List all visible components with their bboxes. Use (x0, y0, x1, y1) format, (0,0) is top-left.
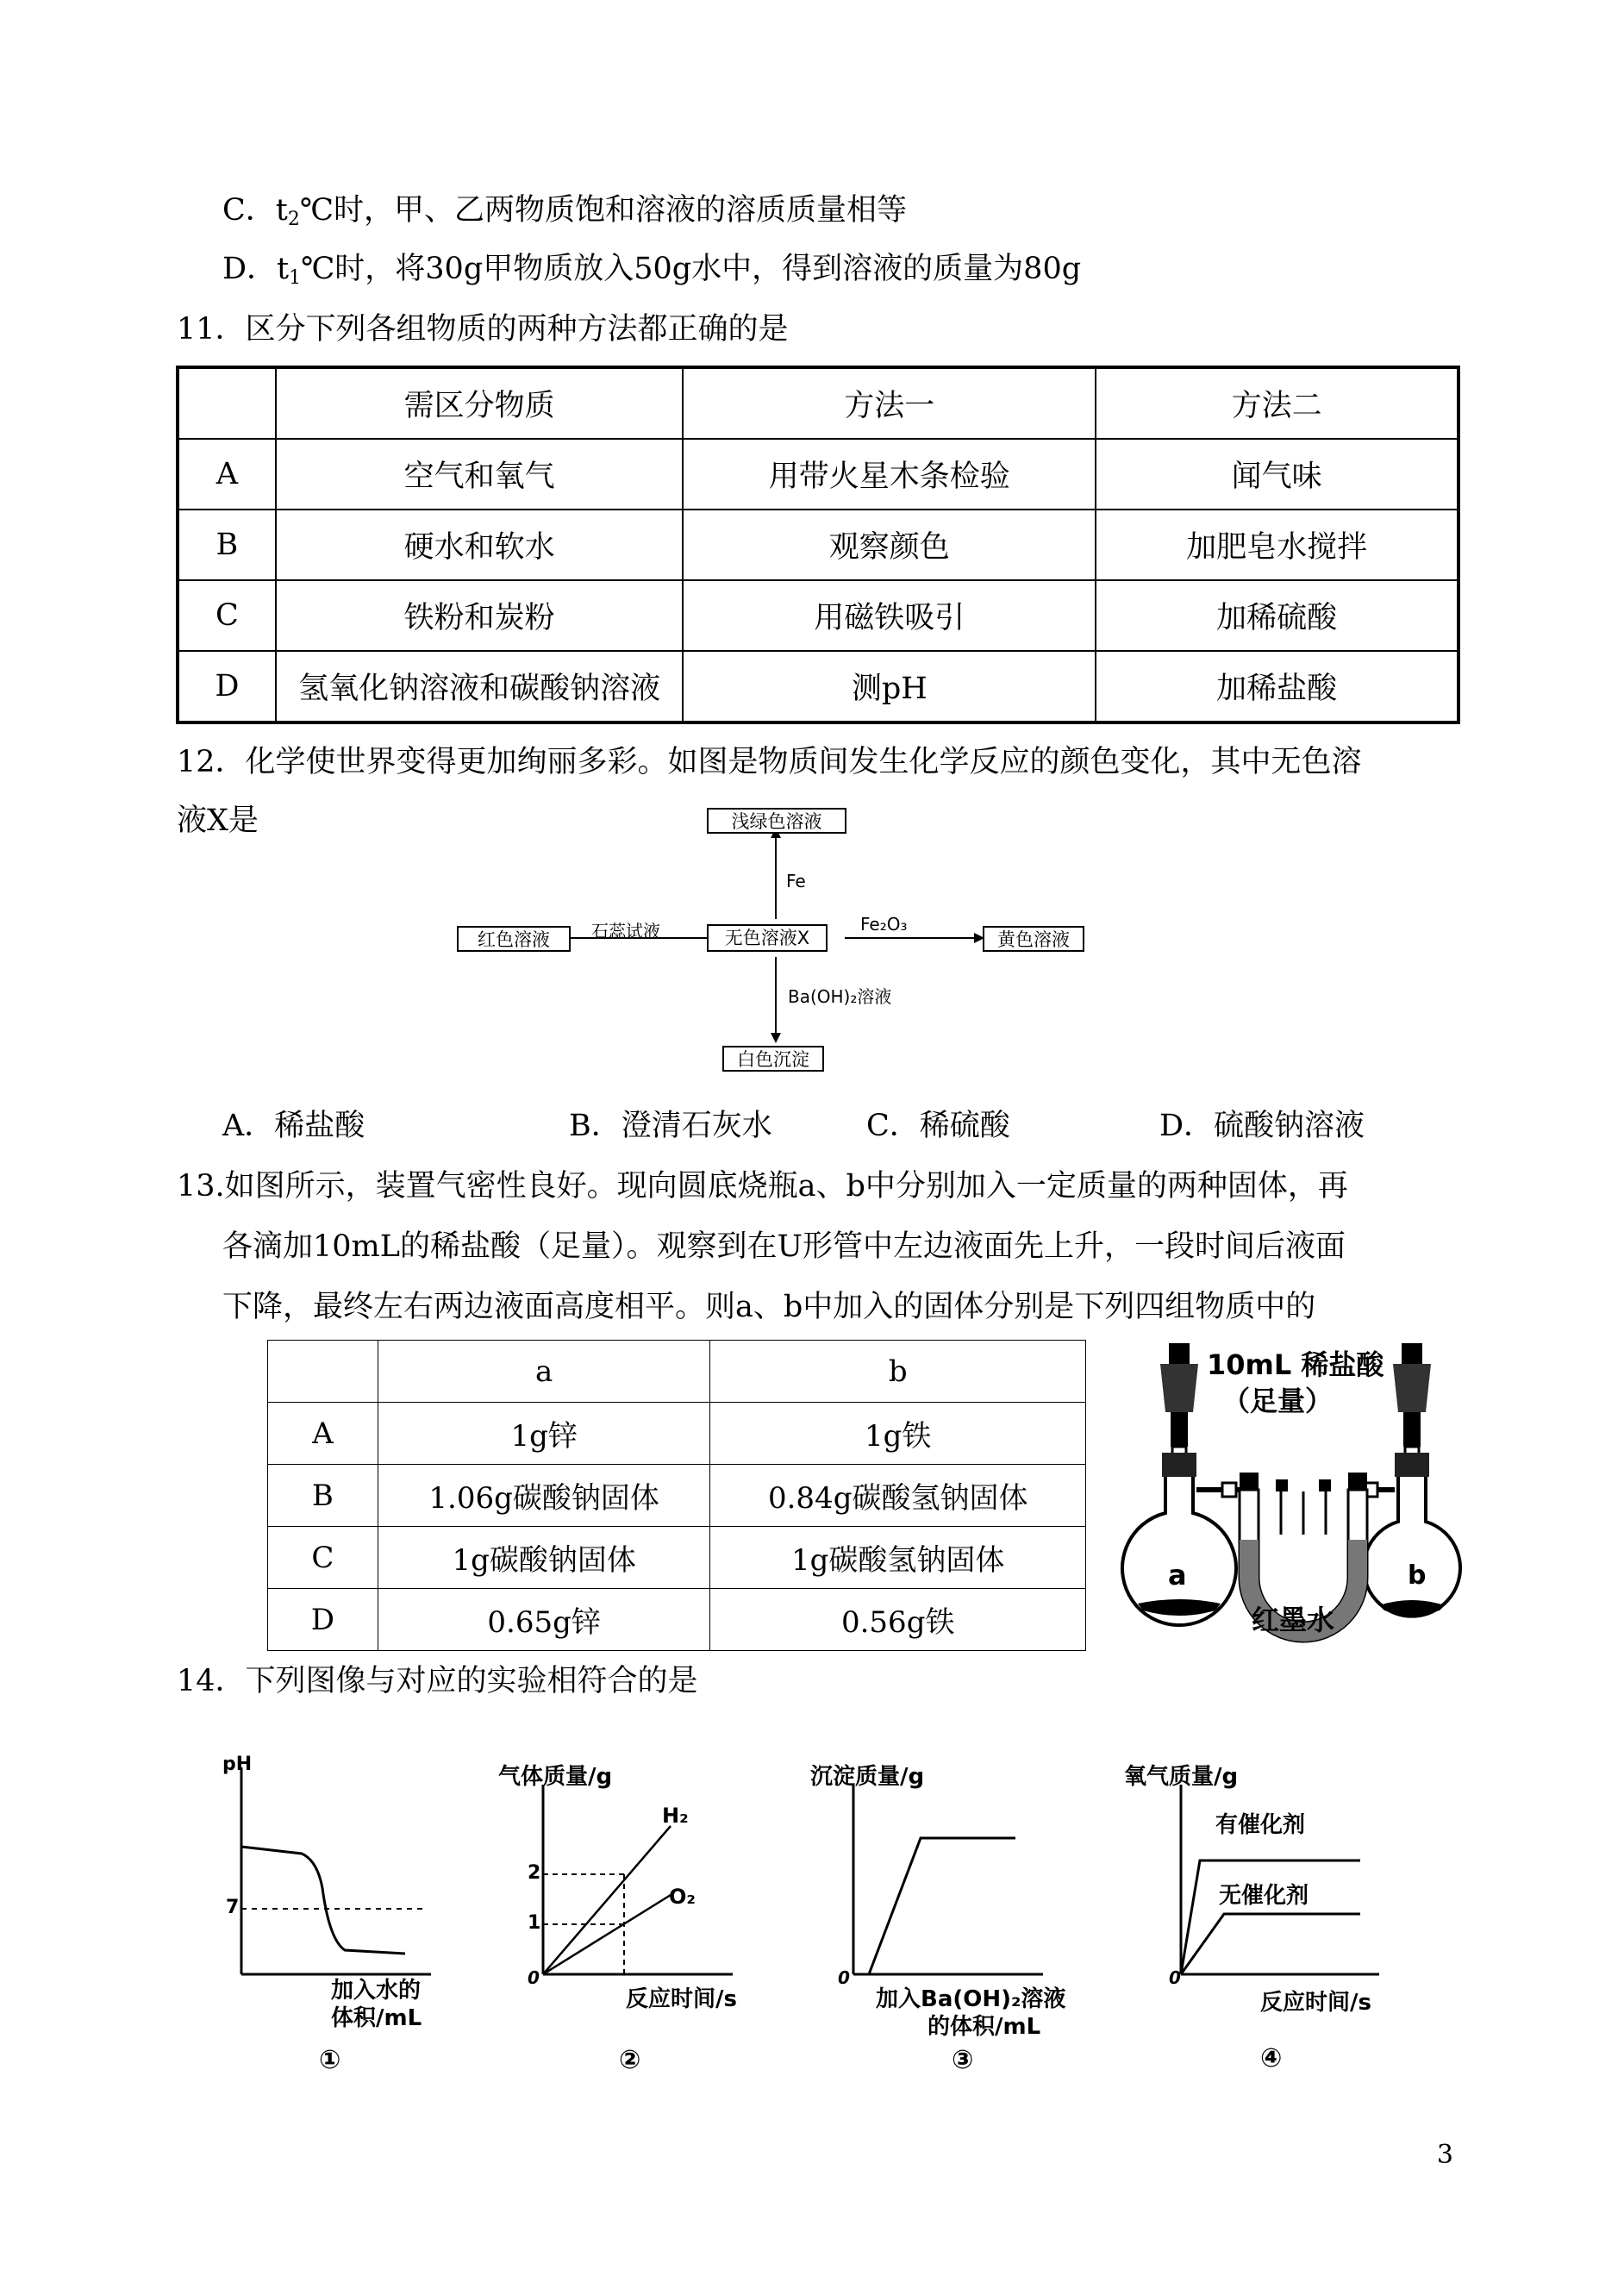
graph2-xlabel: 反应时间/s (626, 1986, 737, 2012)
graph1-ylabel: pH (222, 1754, 253, 1775)
q12-top-box: 浅绿色溶液 (707, 808, 846, 834)
q10-option-d (222, 250, 1081, 297)
table-cell: 用带火星木条检验 (683, 439, 1096, 510)
q10-option-c (222, 191, 907, 239)
table-row (178, 580, 1458, 651)
table-cell: D (178, 651, 276, 722)
graph1-curve (241, 1847, 405, 1954)
graph3-plot (828, 1767, 1069, 1992)
graph3-xlabel1: 加入Ba(OH)₂溶液 (876, 1986, 1066, 2012)
table-cell: 加稀盐酸 (1096, 651, 1458, 722)
q12-stem-line1: 12．化学使世界变得更加绚丽多彩。如图是物质间发生化学反应的颜色变化，其中无色溶 (177, 745, 1362, 779)
q10-option-d-text: ℃时，将30g甲物质放入50g水中，得到溶液的质量为80g (301, 252, 1082, 286)
table-cell: 硬水和软水 (276, 510, 684, 580)
q12-bottom-reagent: Ba(OH)₂溶液 (788, 986, 892, 1007)
q12-right-reagent: Fe₂O₃ (860, 914, 908, 935)
graph2-h2-label: H₂ (662, 1804, 689, 1828)
table-cell: 加肥皂水搅拌 (1096, 510, 1458, 580)
table-cell: 氢氧化钠溶液和碳酸钠溶液 (276, 651, 684, 722)
graph3-xlabel2: 的体积/mL (928, 2014, 1041, 2040)
q13-line1: 13.如图所示，装置气密性良好。现向圆底烧瓶a、b中分别加入一定质量的两种固体，再 (177, 1169, 1348, 1204)
q13-line2: 各滴加10mL的稀盐酸（足量）。观察到在U形管中左边液面先上升，一段时间后液面 (222, 1229, 1346, 1264)
q12-top-reagent: Fe (786, 871, 806, 891)
table-cell: 1g锌 (378, 1403, 710, 1465)
table-header: 需区分物质 (276, 367, 684, 439)
table-cell: 1g碳酸钠固体 (378, 1527, 710, 1589)
table-header: b (710, 1341, 1086, 1403)
flask-b (1364, 1453, 1460, 1617)
table-cell: 空气和氧气 (276, 439, 684, 510)
graph3-curve (869, 1838, 1015, 1974)
table-cell: A (268, 1403, 378, 1465)
table-cell: B (178, 510, 276, 580)
graph2-plot (517, 1767, 759, 1992)
table-cell: 用磁铁吸引 (683, 580, 1096, 651)
graph2-number: ② (619, 2045, 641, 2075)
q12-stem-line2: 液X是 (177, 804, 259, 838)
table-cell: 铁粉和炭粉 (276, 580, 684, 651)
q10-option-c-text: ℃时，甲、乙两物质饱和溶液的溶质质量相等 (299, 193, 908, 228)
graph4-catalyst-label: 有催化剂 (1215, 1812, 1306, 1838)
q13-line3: 下降，最终左右两边液面高度相平。则a、b中加入的固体分别是下列四组物质中的 (222, 1290, 1316, 1324)
q10-option-d-pre: D．t (222, 252, 290, 286)
liquid-label: 红墨水 (1252, 1604, 1335, 1636)
q10-option-d-sub: 1 (289, 267, 302, 289)
graph4-nocatalyst-curve (1181, 1914, 1360, 1974)
table-cell: 1g铁 (710, 1403, 1086, 1465)
table-row (268, 1403, 1086, 1465)
q12-option-b: B．澄清石灰水 (569, 1109, 772, 1143)
graph1-plot (215, 1759, 465, 2000)
q12-center-box: 无色溶液X (707, 924, 828, 952)
flask-a (1122, 1453, 1236, 1625)
table-cell: 观察颜色 (683, 510, 1096, 580)
graph1-xlabel1: 加入水的 (331, 1978, 422, 2004)
table-header: a (378, 1341, 710, 1403)
q14-stem: 14．下列图像与对应的实验相符合的是 (177, 1664, 698, 1698)
graph3-origin: 0 (838, 1967, 850, 1988)
table-cell: C (178, 580, 276, 651)
acid-label: 10mL 稀盐酸 (1207, 1348, 1384, 1381)
table-cell (268, 1341, 378, 1403)
graph2-o2-line (543, 1895, 671, 1974)
table-row (268, 1465, 1086, 1527)
q12-bottom-box: 白色沉淀 (722, 1046, 824, 1072)
table-header: 方法一 (683, 367, 1096, 439)
q12-option-a: A．稀盐酸 (222, 1109, 365, 1143)
table-cell: 闻气味 (1096, 439, 1458, 510)
table-cell: D (268, 1589, 378, 1651)
graph4-number: ④ (1260, 2043, 1283, 2073)
q12-option-d: D．硫酸钠溶液 (1159, 1109, 1365, 1143)
graph1-xlabel2: 体积/mL (331, 2005, 422, 2031)
table-row (178, 510, 1458, 580)
table-cell: 1.06g碳酸钠固体 (378, 1465, 710, 1527)
q11-table (176, 366, 1460, 724)
table-cell: 0.56g铁 (710, 1589, 1086, 1651)
graph2-ylabel: 气体质量/g (498, 1764, 613, 1790)
graph2-tick2: 2 (528, 1862, 541, 1884)
table-cell: B (268, 1465, 378, 1527)
q13-table (267, 1340, 1086, 1651)
q12-option-c: C．稀硫酸 (866, 1109, 1010, 1143)
table-cell (178, 367, 276, 439)
q12-right-box: 黄色溶液 (983, 926, 1084, 952)
table-cell: 0.84g碳酸氢钠固体 (710, 1465, 1086, 1527)
graph4-origin: 0 (1169, 1967, 1181, 1988)
acid-note: （足量） (1222, 1385, 1334, 1417)
table-row (178, 651, 1458, 722)
graph2-o2-label: O₂ (669, 1885, 696, 1909)
graph3-ylabel: 沉淀质量/g (810, 1764, 925, 1790)
q10-option-c-sub: 2 (287, 209, 300, 230)
table-cell: C (268, 1527, 378, 1589)
graph3-number: ③ (952, 2045, 974, 2075)
flask-a-label: a (1168, 1559, 1187, 1591)
q11-stem: 11．区分下列各组物质的两种方法都正确的是 (177, 312, 789, 347)
table-row (268, 1341, 1086, 1403)
table-cell: 加稀硫酸 (1096, 580, 1458, 651)
flask-b-label: b (1408, 1560, 1427, 1591)
table-header: 方法二 (1096, 367, 1458, 439)
graph4-ylabel: 氧气质量/g (1124, 1764, 1239, 1790)
table-cell: A (178, 439, 276, 510)
table-row (268, 1527, 1086, 1589)
graph4-xlabel: 反应时间/s (1260, 1990, 1371, 2016)
graph1-tick7: 7 (226, 1897, 240, 1918)
graph2-tick1: 1 (528, 1912, 541, 1934)
table-cell: 1g碳酸氢钠固体 (710, 1527, 1086, 1589)
table-row (178, 367, 1458, 439)
table-cell: 测pH (683, 651, 1096, 722)
table-cell: 0.65g锌 (378, 1589, 710, 1651)
q12-left-box: 红色溶液 (457, 926, 571, 952)
page-number: 3 (1436, 2140, 1453, 2170)
q12-left-reagent: 石蕊试液 (591, 921, 660, 941)
graph4-nocatalyst-label: 无催化剂 (1219, 1883, 1309, 1909)
table-row (178, 439, 1458, 510)
graph2-origin: 0 (528, 1967, 540, 1988)
arrowhead-down (771, 1033, 781, 1043)
q10-option-c-pre: C．t (222, 193, 288, 228)
graph1-number: ① (319, 2045, 341, 2075)
graph2-h2-line (543, 1826, 671, 1974)
table-row (268, 1589, 1086, 1651)
